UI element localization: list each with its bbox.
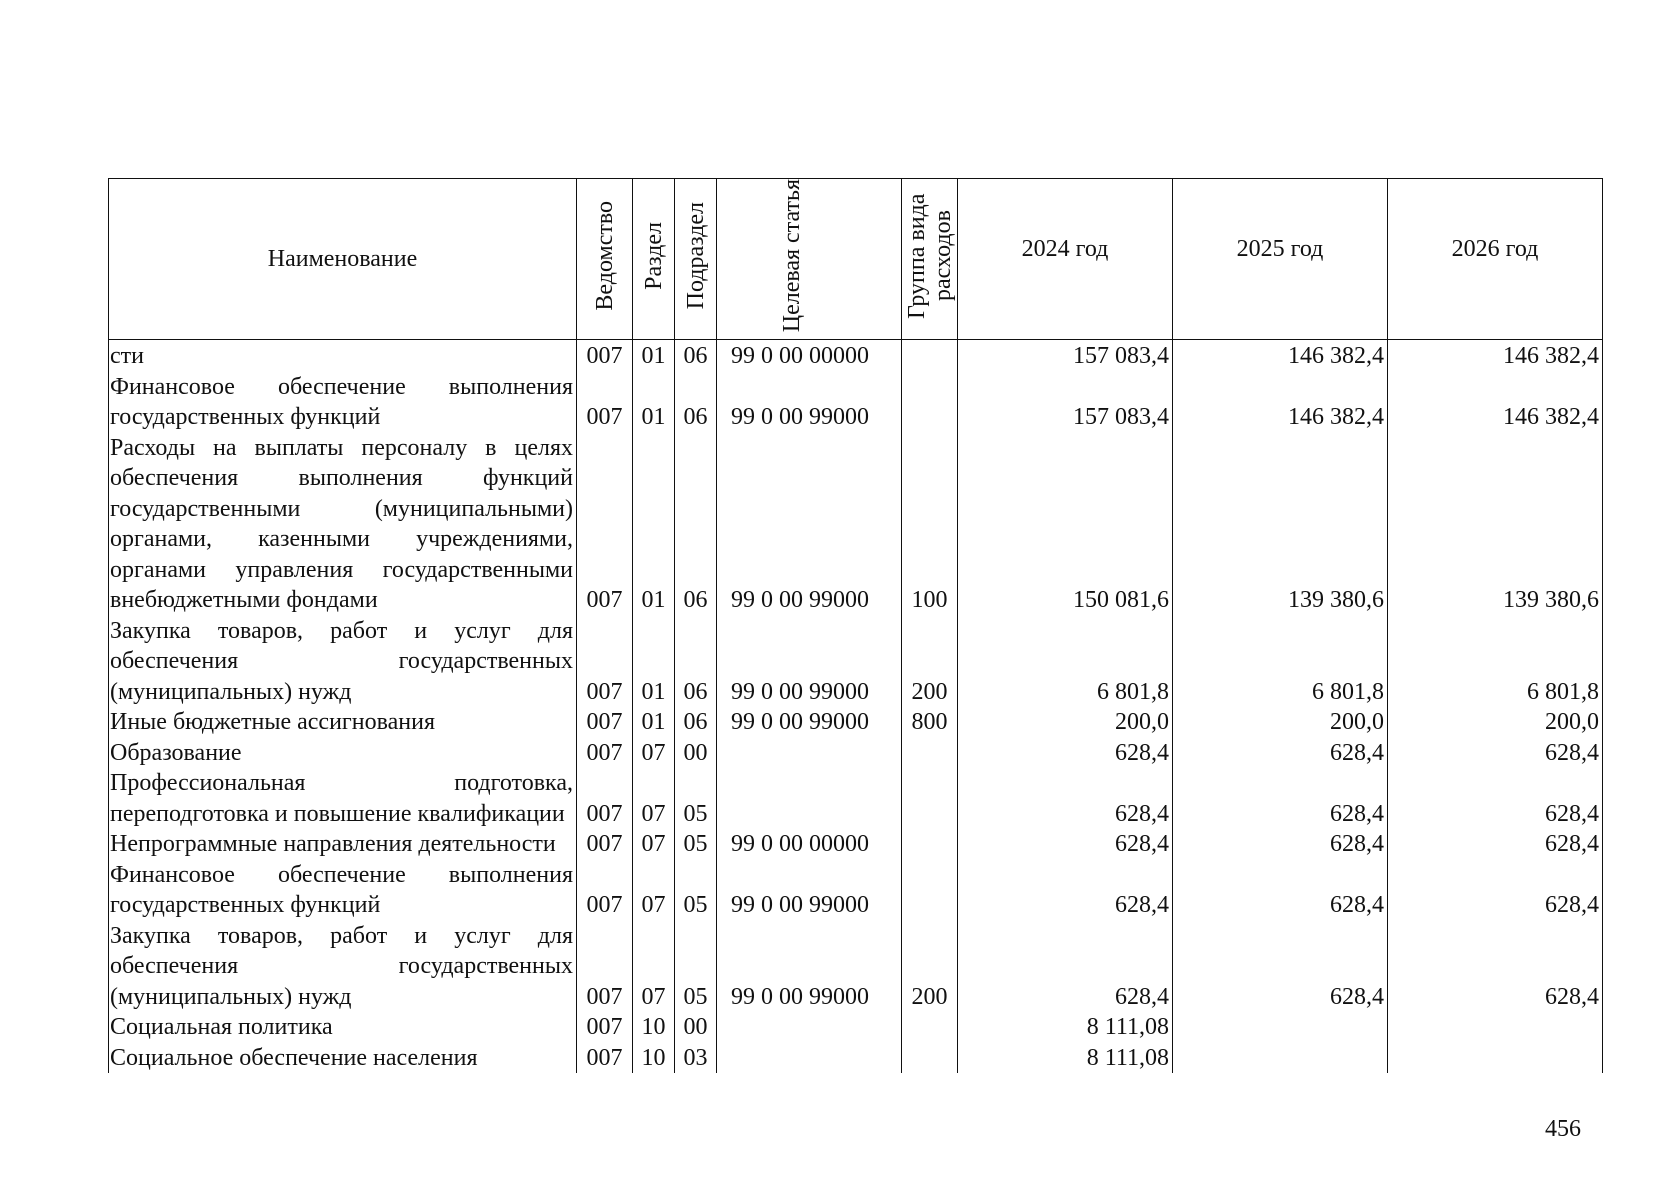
cell-podr: 06 [675, 707, 717, 738]
cell-y2026 [1388, 1012, 1603, 1043]
cell-podr: 00 [675, 738, 717, 769]
cell-y2025: 146 382,4 [1173, 372, 1388, 433]
cell-y2025: 139 380,6 [1173, 433, 1388, 616]
table-row [109, 707, 1603, 738]
header-y2024: 2024 год [958, 179, 1173, 340]
cell-razd: 07 [633, 921, 675, 1013]
table-row [109, 433, 1603, 616]
cell-grp: 200 [902, 616, 958, 708]
cell-y2024: 157 083,4 [958, 372, 1173, 433]
cell-name: Образование [109, 738, 577, 769]
cell-y2024: 628,4 [958, 829, 1173, 860]
table-row [109, 616, 1603, 708]
cell-grp: 200 [902, 921, 958, 1013]
cell-ved: 007 [577, 616, 633, 708]
cell-razd: 07 [633, 829, 675, 860]
cell-y2026: 139 380,6 [1388, 433, 1603, 616]
cell-name: Профессиональная подготовка, переподготовка и повышение квалификации [109, 768, 577, 829]
cell-y2026: 200,0 [1388, 707, 1603, 738]
table-row [109, 372, 1603, 433]
cell-grp [902, 860, 958, 921]
cell-ved: 007 [577, 1012, 633, 1043]
budget-table-page [108, 178, 1602, 1073]
cell-razd: 01 [633, 433, 675, 616]
cell-y2024: 6 801,8 [958, 616, 1173, 708]
cell-cel: 99 0 00 99000 [717, 616, 902, 708]
cell-y2026: 628,4 [1388, 738, 1603, 769]
cell-grp [902, 1012, 958, 1043]
cell-cel: 99 0 00 99000 [717, 433, 902, 616]
header-name: Наименование [109, 179, 577, 340]
cell-cel: 99 0 00 99000 [717, 372, 902, 433]
cell-y2025 [1173, 1012, 1388, 1043]
table-row [109, 860, 1603, 921]
cell-ved: 007 [577, 372, 633, 433]
cell-y2024: 150 081,6 [958, 433, 1173, 616]
cell-y2025: 628,4 [1173, 921, 1388, 1013]
cell-y2024: 628,4 [958, 768, 1173, 829]
cell-razd: 07 [633, 738, 675, 769]
cell-podr: 05 [675, 860, 717, 921]
cell-name: Финансовое обеспечение выполнения государственных функций [109, 860, 577, 921]
cell-y2025: 628,4 [1173, 768, 1388, 829]
table-header [109, 179, 1603, 340]
page-number: 456 [1545, 1116, 1581, 1142]
cell-y2024: 200,0 [958, 707, 1173, 738]
cell-razd: 01 [633, 707, 675, 738]
cell-y2026: 628,4 [1388, 921, 1603, 1013]
cell-cel: 99 0 00 99000 [717, 707, 902, 738]
cell-razd: 01 [633, 340, 675, 372]
cell-name: сти [109, 340, 577, 372]
cell-cel: 99 0 00 00000 [717, 829, 902, 860]
cell-y2025: 628,4 [1173, 860, 1388, 921]
header-podr: Подраздел [675, 179, 717, 340]
header-grp: Группа вида расходов [902, 179, 958, 340]
cell-y2025: 200,0 [1173, 707, 1388, 738]
table-row [109, 1012, 1603, 1043]
cell-y2024: 8 111,08 [958, 1043, 1173, 1074]
header-razd: Раздел [633, 179, 675, 340]
cell-cel [717, 1012, 902, 1043]
cell-grp [902, 340, 958, 372]
cell-podr: 06 [675, 433, 717, 616]
cell-y2025 [1173, 1043, 1388, 1074]
table-row [109, 738, 1603, 769]
cell-y2024: 628,4 [958, 921, 1173, 1013]
cell-razd: 07 [633, 860, 675, 921]
table-row [109, 829, 1603, 860]
cell-podr: 00 [675, 1012, 717, 1043]
cell-cel: 99 0 00 99000 [717, 921, 902, 1013]
table-row [109, 1043, 1603, 1074]
cell-ved: 007 [577, 921, 633, 1013]
header-cel: Целевая статья [717, 179, 902, 340]
cell-grp: 100 [902, 433, 958, 616]
cell-podr: 06 [675, 340, 717, 372]
cell-name: Закупка товаров, работ и услуг для обеспечения государственных (муниципальных) нужд [109, 921, 577, 1013]
cell-ved: 007 [577, 829, 633, 860]
cell-y2026: 6 801,8 [1388, 616, 1603, 708]
cell-y2026: 628,4 [1388, 829, 1603, 860]
cell-ved: 007 [577, 860, 633, 921]
cell-razd: 10 [633, 1012, 675, 1043]
cell-name: Финансовое обеспечение выполнения государственных функций [109, 372, 577, 433]
cell-podr: 05 [675, 829, 717, 860]
cell-name: Иные бюджетные ассигнования [109, 707, 577, 738]
cell-y2026: 628,4 [1388, 860, 1603, 921]
cell-ved: 007 [577, 1043, 633, 1074]
cell-cel: 99 0 00 00000 [717, 340, 902, 372]
cell-y2026: 628,4 [1388, 768, 1603, 829]
cell-razd: 10 [633, 1043, 675, 1074]
cell-y2024: 157 083,4 [958, 340, 1173, 372]
cell-razd: 07 [633, 768, 675, 829]
cell-cel [717, 768, 902, 829]
cell-y2024: 8 111,08 [958, 1012, 1173, 1043]
cell-y2025: 146 382,4 [1173, 340, 1388, 372]
cell-cel [717, 1043, 902, 1074]
cell-ved: 007 [577, 768, 633, 829]
cell-y2025: 6 801,8 [1173, 616, 1388, 708]
cell-name: Социальное обеспечение населения [109, 1043, 577, 1074]
cell-podr: 06 [675, 372, 717, 433]
cell-grp [902, 738, 958, 769]
cell-y2026: 146 382,4 [1388, 340, 1603, 372]
cell-cel: 99 0 00 99000 [717, 860, 902, 921]
cell-razd: 01 [633, 372, 675, 433]
cell-y2025: 628,4 [1173, 829, 1388, 860]
cell-ved: 007 [577, 433, 633, 616]
cell-podr: 05 [675, 921, 717, 1013]
table-row [109, 768, 1603, 829]
header-y2025: 2025 год [1173, 179, 1388, 340]
cell-grp: 800 [902, 707, 958, 738]
table-body [109, 340, 1603, 1074]
header-y2026: 2026 год [1388, 179, 1603, 340]
cell-y2026: 146 382,4 [1388, 372, 1603, 433]
cell-grp [902, 1043, 958, 1074]
cell-grp [902, 829, 958, 860]
table-row [109, 340, 1603, 372]
cell-y2024: 628,4 [958, 860, 1173, 921]
header-ved: Ведомство [577, 179, 633, 340]
cell-grp [902, 372, 958, 433]
cell-cel [717, 738, 902, 769]
cell-y2025: 628,4 [1173, 738, 1388, 769]
cell-y2026 [1388, 1043, 1603, 1074]
cell-ved: 007 [577, 340, 633, 372]
cell-grp [902, 768, 958, 829]
cell-name: Непрограммные направления деятельности [109, 829, 577, 860]
cell-podr: 05 [675, 768, 717, 829]
budget-table [108, 178, 1603, 1073]
cell-name: Расходы на выплаты персоналу в целях обеспечения выполнения функций государственными (муниципальными) органами, казенными учреждениями, органами управления государственными внебюджетными фондами [109, 433, 577, 616]
cell-podr: 03 [675, 1043, 717, 1074]
table-row [109, 921, 1603, 1013]
cell-ved: 007 [577, 738, 633, 769]
cell-podr: 06 [675, 616, 717, 708]
cell-ved: 007 [577, 707, 633, 738]
cell-razd: 01 [633, 616, 675, 708]
cell-y2024: 628,4 [958, 738, 1173, 769]
cell-name: Закупка товаров, работ и услуг для обеспечения государственных (муниципальных) нужд [109, 616, 577, 708]
cell-name: Социальная политика [109, 1012, 577, 1043]
